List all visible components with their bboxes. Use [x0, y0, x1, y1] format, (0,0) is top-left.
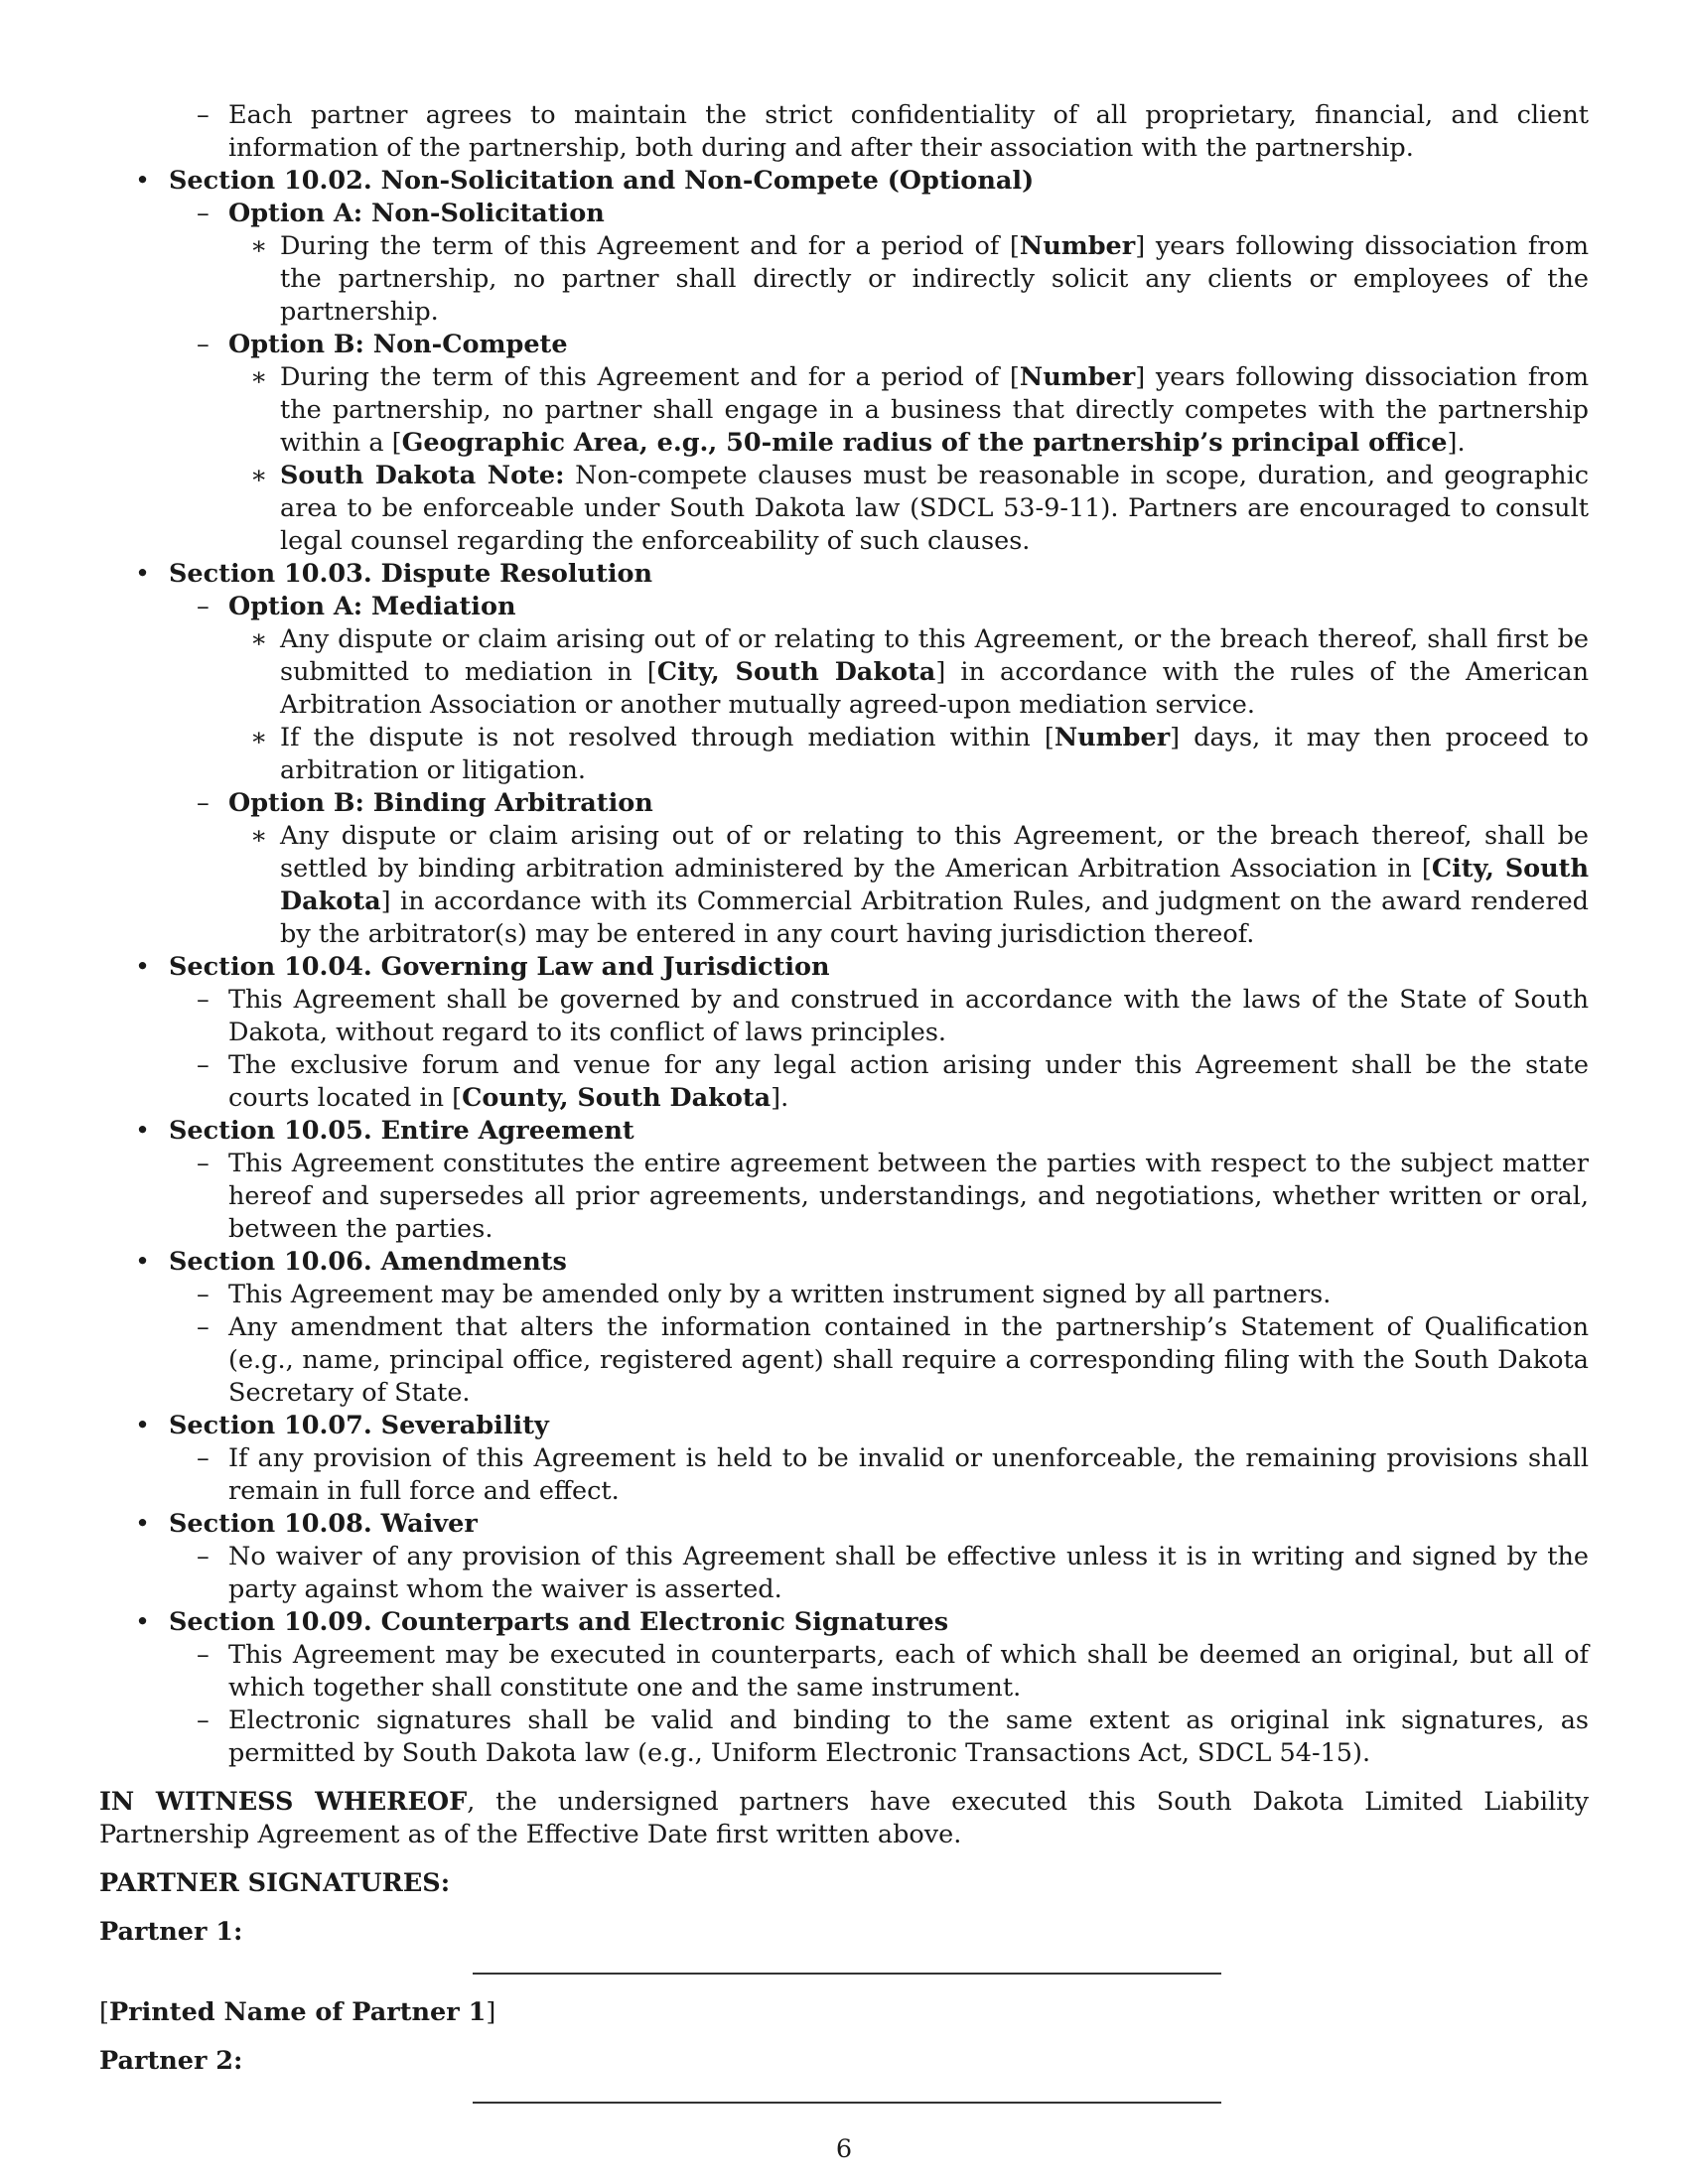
partner-1-printed-name: [Printed Name of Partner 1] [99, 1997, 496, 2027]
section-10-09-title: • Section 10.09. Counterparts and Electronic Signatures [99, 1606, 1589, 1639]
severability-item: – If any provision of this Agreement is held to be invalid or unenforceable, the remaining provisions shall remain in full force and effect. [99, 1442, 1589, 1508]
non-compete-clause: ∗ During the term of this Agreement and for a period of [Number] years following dissociation from the partnership, no partner shall engage in a business that directly competes with the partnership within a [Geographic Area, e.g., 50-mile radius of the partnership’s principal office]. [99, 361, 1589, 460]
amendments-item-1: – This Agreement may be amended only by a written instrument signed by all partners. [99, 1279, 1589, 1311]
partner-signatures-heading: PARTNER SIGNATURES: [99, 1868, 451, 1898]
waiver-item: – No waiver of any provision of this Agreement shall be effective unless it is in writing and signed by the party against whom the waiver is asserted. [99, 1541, 1589, 1606]
section-10-02-title: • Section 10.02. Non-Solicitation and Non-Compete (Optional) [99, 165, 1589, 198]
confidentiality-item: – Each partner agrees to maintain the strict confidentiality of all proprietary, financial, and client information of the partnership, both during and after their association with the partnership. [99, 99, 1589, 165]
witness-paragraph: IN WITNESS WHEREOF, the undersigned partners have executed this South Dakota Limited Liability Partnership Agreement as of the Effective Date first written above. [99, 1787, 1589, 1849]
option-a-mediation-label: – Option A: Mediation [99, 591, 1589, 623]
non-solicitation-clause: ∗ During the term of this Agreement and for a period of [Number] years following dissociation from the partnership, no partner shall directly or indirectly solicit any clients or employees of the partnership. [99, 230, 1589, 329]
mediation-clause: ∗ Any dispute or claim arising out of or relating to this Agreement, or the breach thereof, shall first be submitted to mediation in [City, South Dakota] in accordance with the rules of the American Arbitration Association or another mutually agreed-upon mediation service. [99, 623, 1589, 722]
partner-1-signature-line[interactable] [473, 1973, 1221, 1975]
counterparts-item: – This Agreement may be executed in counterparts, each of which shall be deemed an original, but all of which together shall constitute one and the same instrument. [99, 1639, 1589, 1705]
forum-venue-item: – The exclusive forum and venue for any legal action arising under this Agreement shall be the state courts located in [County, South Dakota]. [99, 1049, 1589, 1115]
partner-2-signature-line[interactable] [473, 2102, 1221, 2104]
option-a-non-solicitation-label: – Option A: Non-Solicitation [99, 198, 1589, 230]
partner-2-label: Partner 2: [99, 2046, 243, 2076]
governing-law-item: – This Agreement shall be governed by and construed in accordance with the laws of the State of South Dakota, without regard to its conflict of laws principles. [99, 984, 1589, 1049]
mediation-escalation-clause: ∗ If the dispute is not resolved through mediation within [Number] days, it may then proceed to arbitration or litigation. [99, 722, 1589, 787]
section-10-07-title: • Section 10.07. Severability [99, 1410, 1589, 1442]
document-page [99, 99, 1589, 2104]
section-10-03-title: • Section 10.03. Dispute Resolution [99, 558, 1589, 591]
section-10-06-title: • Section 10.06. Amendments [99, 1246, 1589, 1279]
option-b-arbitration-label: – Option B: Binding Arbitration [99, 787, 1589, 820]
page-number: 6 [835, 2134, 853, 2164]
option-b-non-compete-label: – Option B: Non-Compete [99, 329, 1589, 361]
arbitration-clause: ∗ Any dispute or claim arising out of or relating to this Agreement, or the breach thereof, shall be settled by binding arbitration administered by the American Arbitration Association in [City, South Dakota] in accordance with its Commercial Arbitration Rules, and judgment on the award rendered by the arbitrator(s) may be entered in any court having jurisdiction thereof. [99, 820, 1589, 951]
amendments-item-2: – Any amendment that alters the information contained in the partnership’s Statement of Qualification (e.g., name, principal office, registered agent) shall require a corresponding filing with the South Dakota Secretary of State. [99, 1311, 1589, 1410]
section-10-05-title: • Section 10.05. Entire Agreement [99, 1115, 1589, 1148]
partner-1-label: Partner 1: [99, 1917, 243, 1947]
section-10-04-title: • Section 10.04. Governing Law and Jurisdiction [99, 951, 1589, 984]
electronic-signatures-item: – Electronic signatures shall be valid and binding to the same extent as original ink signatures, as permitted by South Dakota law (e.g., Uniform Electronic Transactions Act, SDCL 54-15). [99, 1705, 1589, 1770]
section-10-08-title: • Section 10.08. Waiver [99, 1508, 1589, 1541]
entire-agreement-item: – This Agreement constitutes the entire agreement between the parties with respect to the subject matter hereof and supersedes all prior agreements, understandings, and negotiations, whether written or oral, between the parties. [99, 1148, 1589, 1246]
south-dakota-note: ∗ South Dakota Note: Non-compete clauses must be reasonable in scope, duration, and geographic area to be enforceable under South Dakota law (SDCL 53-9-11). Partners are encouraged to consult legal counsel regarding the enforceability of such clauses. [99, 460, 1589, 558]
